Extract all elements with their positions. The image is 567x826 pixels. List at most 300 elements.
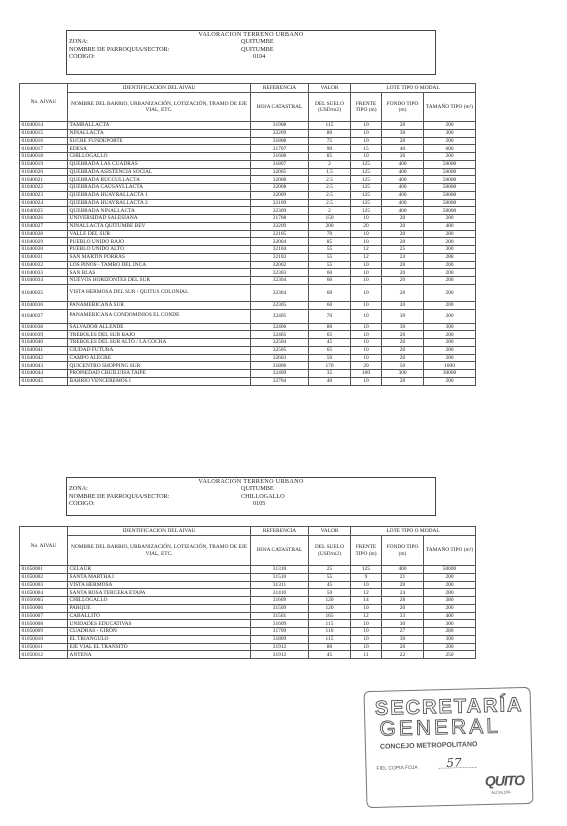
cell-tamano: 300: [424, 129, 476, 137]
cell-fondo: 24: [382, 253, 424, 261]
cell-tamano: 600: [424, 145, 476, 153]
cell-frente: 125: [351, 199, 382, 207]
cell-frente: 10: [351, 323, 382, 331]
cell-hoja: 32103: [251, 253, 309, 261]
cell-tamano: 300: [424, 635, 476, 643]
stamp-line3: CONCEJO METROPOLITANO: [379, 741, 478, 751]
cell-valor: 45: [309, 651, 351, 659]
cell-fondo: 400: [382, 199, 424, 207]
quito-logo-sub: ALCALDÍA: [491, 789, 511, 795]
cell-tamano: 400: [424, 222, 476, 230]
cell-no-aivau: 01050010: [20, 635, 68, 643]
cell-fondo: 30: [382, 323, 424, 331]
cell-no-aivau: 01040040: [20, 339, 68, 347]
cell-no-aivau: 01040026: [20, 215, 68, 223]
cell-no-aivau: 01040042: [20, 354, 68, 362]
parroquia-label: NOMBRE DE PARROQUIA/SECTOR:: [69, 45, 170, 53]
cell-tamano: 30000: [424, 370, 476, 378]
cell-tamano: 288: [424, 253, 476, 261]
cell-valor: 85: [309, 238, 351, 246]
cell-no-aivau: 01040034: [20, 277, 68, 285]
cell-nombre: PARQUE: [68, 604, 251, 612]
cell-no-aivau: 01050009: [20, 628, 68, 636]
cell-tamano: 50000: [424, 184, 476, 192]
table-row: [20, 339, 476, 347]
cell-nombre: EL TRIANGULO: [68, 635, 251, 643]
stamp-line2: GENERAL: [379, 714, 502, 741]
table-row: [20, 597, 476, 605]
cell-hoja: 32405: [251, 331, 309, 339]
cell-no-aivau: 01050011: [20, 643, 68, 651]
table-row: [20, 176, 476, 184]
svg-text:57: 57: [446, 755, 462, 771]
table-row: [20, 153, 476, 161]
cell-hoja: 32505: [251, 346, 309, 354]
cell-nombre: EDESA: [68, 145, 251, 153]
cell-hoja: 32309: [251, 207, 309, 215]
cell-no-aivau: 01040044: [20, 370, 68, 378]
cell-tamano: 200: [424, 301, 476, 309]
header-tamano: TAMAÑO TIPO (m²): [424, 536, 476, 566]
cell-no-aivau: 01050006: [20, 604, 68, 612]
cell-fondo: 27: [382, 628, 424, 636]
cell-nombre: VISTA HERMOSA: [68, 581, 251, 589]
cell-valor: 55: [309, 246, 351, 254]
cell-frente: 10: [351, 309, 382, 323]
cell-valor: 60: [309, 284, 351, 301]
cell-no-aivau: 01040032: [20, 261, 68, 269]
cell-hoja: 32209: [251, 222, 309, 230]
cell-fondo: 400: [382, 160, 424, 168]
table-row: [20, 628, 476, 636]
cell-valor: 80: [309, 643, 351, 651]
cell-fondo: 33: [382, 612, 424, 620]
cell-valor: 115: [309, 635, 351, 643]
cell-frente: 125: [351, 566, 382, 574]
table-row: [20, 370, 476, 378]
stamp-line1: SECRETARÍA: [374, 694, 524, 720]
cell-no-aivau: 01040022: [20, 184, 68, 192]
cell-hoja: 31510: [251, 573, 309, 581]
cell-fondo: 20: [382, 377, 424, 385]
cell-hoja: 31707: [251, 145, 309, 153]
cell-frente: 10: [351, 604, 382, 612]
cell-valor: 70: [309, 309, 351, 323]
cell-hoja: 32504: [251, 339, 309, 347]
cell-hoja: 31311: [251, 581, 309, 589]
cell-valor: 90: [309, 145, 351, 153]
cell-hoja: 31806: [251, 362, 309, 370]
cell-tamano: 50000: [424, 566, 476, 574]
table-row: [20, 168, 476, 176]
cell-nombre: NINALLACTA: [68, 129, 251, 137]
cell-tamano: 200: [424, 122, 476, 130]
table-row: [20, 573, 476, 581]
cell-frente: 125: [351, 184, 382, 192]
header-lote: LOTE TIPO O MODAL: [351, 84, 476, 93]
cell-valor: 2.5: [309, 176, 351, 184]
codigo-label: CODIGO:: [69, 499, 95, 507]
zona-value: QUITUMBE: [241, 38, 274, 46]
section1-title: VALORACION TERRENO URBANO: [198, 31, 304, 38]
table-row: [20, 604, 476, 612]
cell-fondo: 30: [382, 620, 424, 628]
cell-tamano: 300: [424, 309, 476, 323]
header-fondo: FONDO TIPO (m): [382, 536, 424, 566]
secretaria-general-stamp: [363, 687, 533, 808]
cell-valor: 80: [309, 129, 351, 137]
zona-value: QUITUMBE: [241, 485, 274, 493]
cell-hoja: 31808: [251, 137, 309, 145]
cell-tamano: 200: [424, 230, 476, 238]
table-row: [20, 589, 476, 597]
header-lote: LOTE TIPO O MODAL: [351, 527, 476, 536]
cell-nombre: CAMPO ALEGRE: [68, 354, 251, 362]
cell-nombre: QUEBRADA CAUSAYLLACTA: [68, 184, 251, 192]
cell-tamano: 200: [424, 377, 476, 385]
table-row: [20, 651, 476, 659]
cell-frente: 10: [351, 277, 382, 285]
cell-frente: 10: [351, 354, 382, 362]
codigo-value: 0105: [253, 499, 266, 507]
table-row: [20, 129, 476, 137]
cell-tamano: 300: [424, 246, 476, 254]
cell-fondo: 20: [382, 331, 424, 339]
cell-frente: 125: [351, 168, 382, 176]
cell-hoja: 32603: [251, 354, 309, 362]
cell-valor: 110: [309, 628, 351, 636]
cell-hoja: 32409: [251, 370, 309, 378]
table-row: [20, 323, 476, 331]
header-tamano: TAMAÑO TIPO (m²): [424, 93, 476, 122]
cell-valor: 120: [309, 597, 351, 605]
cell-tamano: 200: [424, 261, 476, 269]
cell-hoja: 31501: [251, 612, 309, 620]
cell-valor: 85: [309, 153, 351, 161]
cell-frente: 125: [351, 160, 382, 168]
cell-tamano: 280: [424, 628, 476, 636]
cell-fondo: 20: [382, 581, 424, 589]
cell-valor: 2: [309, 207, 351, 215]
cell-frente: 10: [351, 331, 382, 339]
cell-no-aivau: 01040028: [20, 230, 68, 238]
cell-no-aivau: 01050008: [20, 620, 68, 628]
cell-nombre: CHILLOGALLO: [68, 153, 251, 161]
cell-nombre: PUEBLO UNIDO ALTO: [68, 246, 251, 254]
cell-nombre: QUEBRADA RUCCULLACTA: [68, 176, 251, 184]
cell-frente: 10: [351, 215, 382, 223]
header-identificacion: IDENTIFICACION DEL AIVAU: [68, 84, 251, 93]
cell-tamano: 200: [424, 581, 476, 589]
table-row: [20, 199, 476, 207]
cell-nombre: NUEVOS HORIZONTES DEL SUR: [68, 277, 251, 285]
cell-hoja: 32005: [251, 168, 309, 176]
cell-fondo: 400: [382, 168, 424, 176]
cell-valor: 2.5: [309, 199, 351, 207]
cell-nombre: SANTA ROSA TERCERA ETAPA: [68, 589, 251, 597]
cell-hoja: 31609: [251, 597, 309, 605]
cell-tamano: 200: [424, 269, 476, 277]
cell-tamano: 50000: [424, 207, 476, 215]
cell-nombre: CUADRAS - GIRON: [68, 628, 251, 636]
cell-no-aivau: 01050001: [20, 566, 68, 574]
cell-no-aivau: 01040024: [20, 199, 68, 207]
table-row: [20, 207, 476, 215]
cell-nombre: PANAMERICANA SUR: [68, 301, 251, 309]
cell-no-aivau: 01050007: [20, 612, 68, 620]
cell-valor: 200: [309, 222, 351, 230]
cell-hoja: 31912: [251, 643, 309, 651]
cell-hoja: 32008: [251, 176, 309, 184]
table-row: [20, 269, 476, 277]
header-nombre: NOMBRE DEL BARRIO, URBANIZACIÓN, LOTIZACIÓN, TRAMO DE EJE VIAL, ETC.: [68, 536, 251, 566]
cell-frente: 10: [351, 620, 382, 628]
cell-nombre: VISTA HERMOSA DEL SUR / QUITUS COLONIAL: [68, 284, 251, 301]
cell-no-aivau: 01040039: [20, 331, 68, 339]
cell-hoja: 31608: [251, 153, 309, 161]
cell-valor: 115: [309, 122, 351, 130]
cell-fondo: 20: [382, 284, 424, 301]
cell-tamano: 200: [424, 284, 476, 301]
cell-hoja: 31708: [251, 215, 309, 223]
cell-nombre: PUEBLO UNIDO BAJO: [68, 238, 251, 246]
cell-hoja: 32105: [251, 230, 309, 238]
quito-logo: QUITO: [484, 772, 525, 790]
cell-frente: 14: [351, 597, 382, 605]
section2-header: [66, 477, 436, 516]
cell-no-aivau: 01040014: [20, 122, 68, 130]
cell-hoja: 31509: [251, 604, 309, 612]
cell-valor: 115: [309, 620, 351, 628]
cell-fondo: 20: [382, 339, 424, 347]
codigo-label: CODIGO:: [69, 52, 95, 60]
cell-nombre: SUCRE FUNDEPORTE: [68, 137, 251, 145]
cell-fondo: 20: [382, 301, 424, 309]
cell-no-aivau: 01050005: [20, 597, 68, 605]
cell-fondo: 20: [382, 122, 424, 130]
cell-nombre: SAN MARTIN PORRAS: [68, 253, 251, 261]
cell-tamano: 300: [424, 323, 476, 331]
table-row: [20, 261, 476, 269]
cell-frente: 10: [351, 230, 382, 238]
cell-frente: 10: [351, 238, 382, 246]
cell-hoja: 32002: [251, 261, 309, 269]
stamp-line4: FIEL COPIA FOJA: [376, 764, 418, 772]
cell-fondo: 400: [382, 566, 424, 574]
cell-valor: 55: [309, 261, 351, 269]
cell-no-aivau: 01040031: [20, 253, 68, 261]
cell-no-aivau: 01040041: [20, 346, 68, 354]
table-row: [20, 145, 476, 153]
cell-tamano: 50000: [424, 168, 476, 176]
cell-tamano: 200: [424, 137, 476, 145]
cell-frente: 10: [351, 581, 382, 589]
cell-nombre: QUEBRADA LAS CUADRAS: [68, 160, 251, 168]
cell-valor: 2.5: [309, 191, 351, 199]
cell-valor: 2.5: [309, 184, 351, 192]
cell-no-aivau: 01040019: [20, 160, 68, 168]
header-valor-suelo: DEL SUELO (USD/m2): [309, 536, 351, 566]
cell-tamano: 200: [424, 277, 476, 285]
cell-fondo: 21: [382, 573, 424, 581]
cell-nombre: TAMBALLACTA: [68, 122, 251, 130]
cell-frente: 125: [351, 207, 382, 215]
cell-frente: 11: [351, 651, 382, 659]
cell-valor: 40: [309, 377, 351, 385]
cell-nombre: VALLE DEL SUR: [68, 230, 251, 238]
cell-hoja: 32004: [251, 238, 309, 246]
cell-nombre: QUEBRADA HUAYRALLACTA 1: [68, 191, 251, 199]
table-row: [20, 284, 476, 301]
table-row: [20, 301, 476, 309]
cell-valor: 60: [309, 301, 351, 309]
table-row: [20, 643, 476, 651]
cell-hoja: 32304: [251, 284, 309, 301]
header-identificacion: IDENTIFICACION DEL AIVAU: [68, 527, 251, 536]
cell-tamano: 400: [424, 612, 476, 620]
cell-hoja: 32303: [251, 269, 309, 277]
header-fondo: FONDO TIPO (m): [382, 93, 424, 122]
cell-fondo: 20: [382, 238, 424, 246]
cell-hoja: 32704: [251, 377, 309, 385]
cell-hoja: 31609: [251, 620, 309, 628]
cell-nombre: TREBOLES DEL SUR ALTO / LA COCHA: [68, 339, 251, 347]
cell-hoja: 32104: [251, 246, 309, 254]
cell-hoja: 32304: [251, 277, 309, 285]
cell-frente: 15: [351, 145, 382, 153]
codigo-value: 0104: [253, 52, 266, 60]
cell-valor: 170: [309, 362, 351, 370]
cell-nombre: QUICENTRO SHOPPING SUR: [68, 362, 251, 370]
cell-frente: 10: [351, 635, 382, 643]
cell-fondo: 20: [382, 346, 424, 354]
cell-frente: 10: [351, 153, 382, 161]
table-row: [20, 362, 476, 370]
header-hoja: HOJA CATASTRAL: [251, 536, 309, 566]
cell-tamano: 200: [424, 573, 476, 581]
cell-nombre: TREBOLES DEL SUR BAJO: [68, 331, 251, 339]
cell-valor: 80: [309, 323, 351, 331]
cell-tamano: 50000: [424, 199, 476, 207]
valuation-table-0104: [19, 83, 476, 386]
cell-no-aivau: 01050012: [20, 651, 68, 659]
cell-valor: 50: [309, 354, 351, 362]
cell-fondo: 30: [382, 309, 424, 323]
cell-fondo: 20: [382, 354, 424, 362]
cell-nombre: UNIDADES EDUCATIVAS: [68, 620, 251, 628]
header-referencia: REFERENCIA: [251, 84, 309, 93]
parroquia-value: CHILLOGALLO: [241, 492, 285, 500]
cell-no-aivau: 01040023: [20, 191, 68, 199]
cell-hoja: 31912: [251, 651, 309, 659]
table-row: [20, 246, 476, 254]
cell-hoja: 31310: [251, 566, 309, 574]
cell-tamano: 50000: [424, 160, 476, 168]
cell-frente: 125: [351, 176, 382, 184]
cell-tamano: 1000: [424, 362, 476, 370]
cell-tamano: 280: [424, 589, 476, 597]
cell-no-aivau: 01040037: [20, 309, 68, 323]
cell-nombre: SALVADOR ALLENDE: [68, 323, 251, 331]
cell-no-aivau: 01040017: [20, 145, 68, 153]
cell-fondo: 30: [382, 129, 424, 137]
cell-no-aivau: 01040029: [20, 238, 68, 246]
table-row: [20, 331, 476, 339]
cell-frente: 10: [351, 377, 382, 385]
cell-hoja: 32305: [251, 301, 309, 309]
cell-tamano: 200: [424, 215, 476, 223]
cell-fondo: 20: [382, 222, 424, 230]
cell-frente: 10: [351, 301, 382, 309]
cell-tamano: 200: [424, 354, 476, 362]
cell-tamano: 380: [424, 597, 476, 605]
header-frente: FRENTE TIPO (m): [351, 93, 382, 122]
section1-header: [66, 30, 436, 75]
cell-fondo: 24: [382, 589, 424, 597]
cell-valor: 55: [309, 253, 351, 261]
cell-no-aivau: 01040033: [20, 269, 68, 277]
cell-tamano: 200: [424, 331, 476, 339]
cell-hoja: 31807: [251, 160, 309, 168]
cell-nombre: ANTENA: [68, 651, 251, 659]
header-valor: VALOR: [309, 527, 351, 536]
header-no-aivau: No. AIVAU: [20, 527, 68, 566]
cell-fondo: 20: [382, 277, 424, 285]
table-row: [20, 230, 476, 238]
cell-hoja: 32209: [251, 129, 309, 137]
cell-nombre: CHILLOGALLO: [68, 597, 251, 605]
table-row: [20, 354, 476, 362]
cell-frente: 10: [351, 137, 382, 145]
table-row: [20, 309, 476, 323]
table-row: [20, 635, 476, 643]
table-row: [20, 620, 476, 628]
cell-valor: 1.5: [309, 168, 351, 176]
cell-hoja: 31410: [251, 589, 309, 597]
cell-frente: 10: [351, 284, 382, 301]
cell-nombre: CELAUR: [68, 566, 251, 574]
cell-frente: 125: [351, 191, 382, 199]
cell-hoja: 32009: [251, 191, 309, 199]
cell-frente: 20: [351, 362, 382, 370]
cell-valor: 150: [309, 215, 351, 223]
cell-frente: 9: [351, 573, 382, 581]
cell-nombre: CABALLITO: [68, 612, 251, 620]
cell-frente: 12: [351, 253, 382, 261]
cell-frente: 10: [351, 628, 382, 636]
cell-fondo: 30: [382, 635, 424, 643]
cell-tamano: 200: [424, 238, 476, 246]
cell-frente: 12: [351, 246, 382, 254]
header-no-aivau: No. AIVAU: [20, 84, 68, 122]
cell-fondo: 300: [382, 370, 424, 378]
cell-nombre: PANAMERICANA CONDOMINIOS EL CONDE: [68, 309, 251, 323]
cell-valor: 60: [309, 277, 351, 285]
valuation-table-0105: [19, 526, 476, 659]
cell-nombre: LOS PINOS - TAMBO DEL INCA: [68, 261, 251, 269]
cell-valor: 60: [309, 269, 351, 277]
cell-no-aivau: 01040038: [20, 323, 68, 331]
table-row: [20, 238, 476, 246]
cell-frente: 10: [351, 261, 382, 269]
table-row: [20, 377, 476, 385]
cell-nombre: CIUDAD FUTURA: [68, 346, 251, 354]
cell-no-aivau: 01040030: [20, 246, 68, 254]
cell-no-aivau: 01040016: [20, 137, 68, 145]
cell-hoja: 32008: [251, 184, 309, 192]
cell-frente: 10: [351, 339, 382, 347]
cell-no-aivau: 01050004: [20, 589, 68, 597]
